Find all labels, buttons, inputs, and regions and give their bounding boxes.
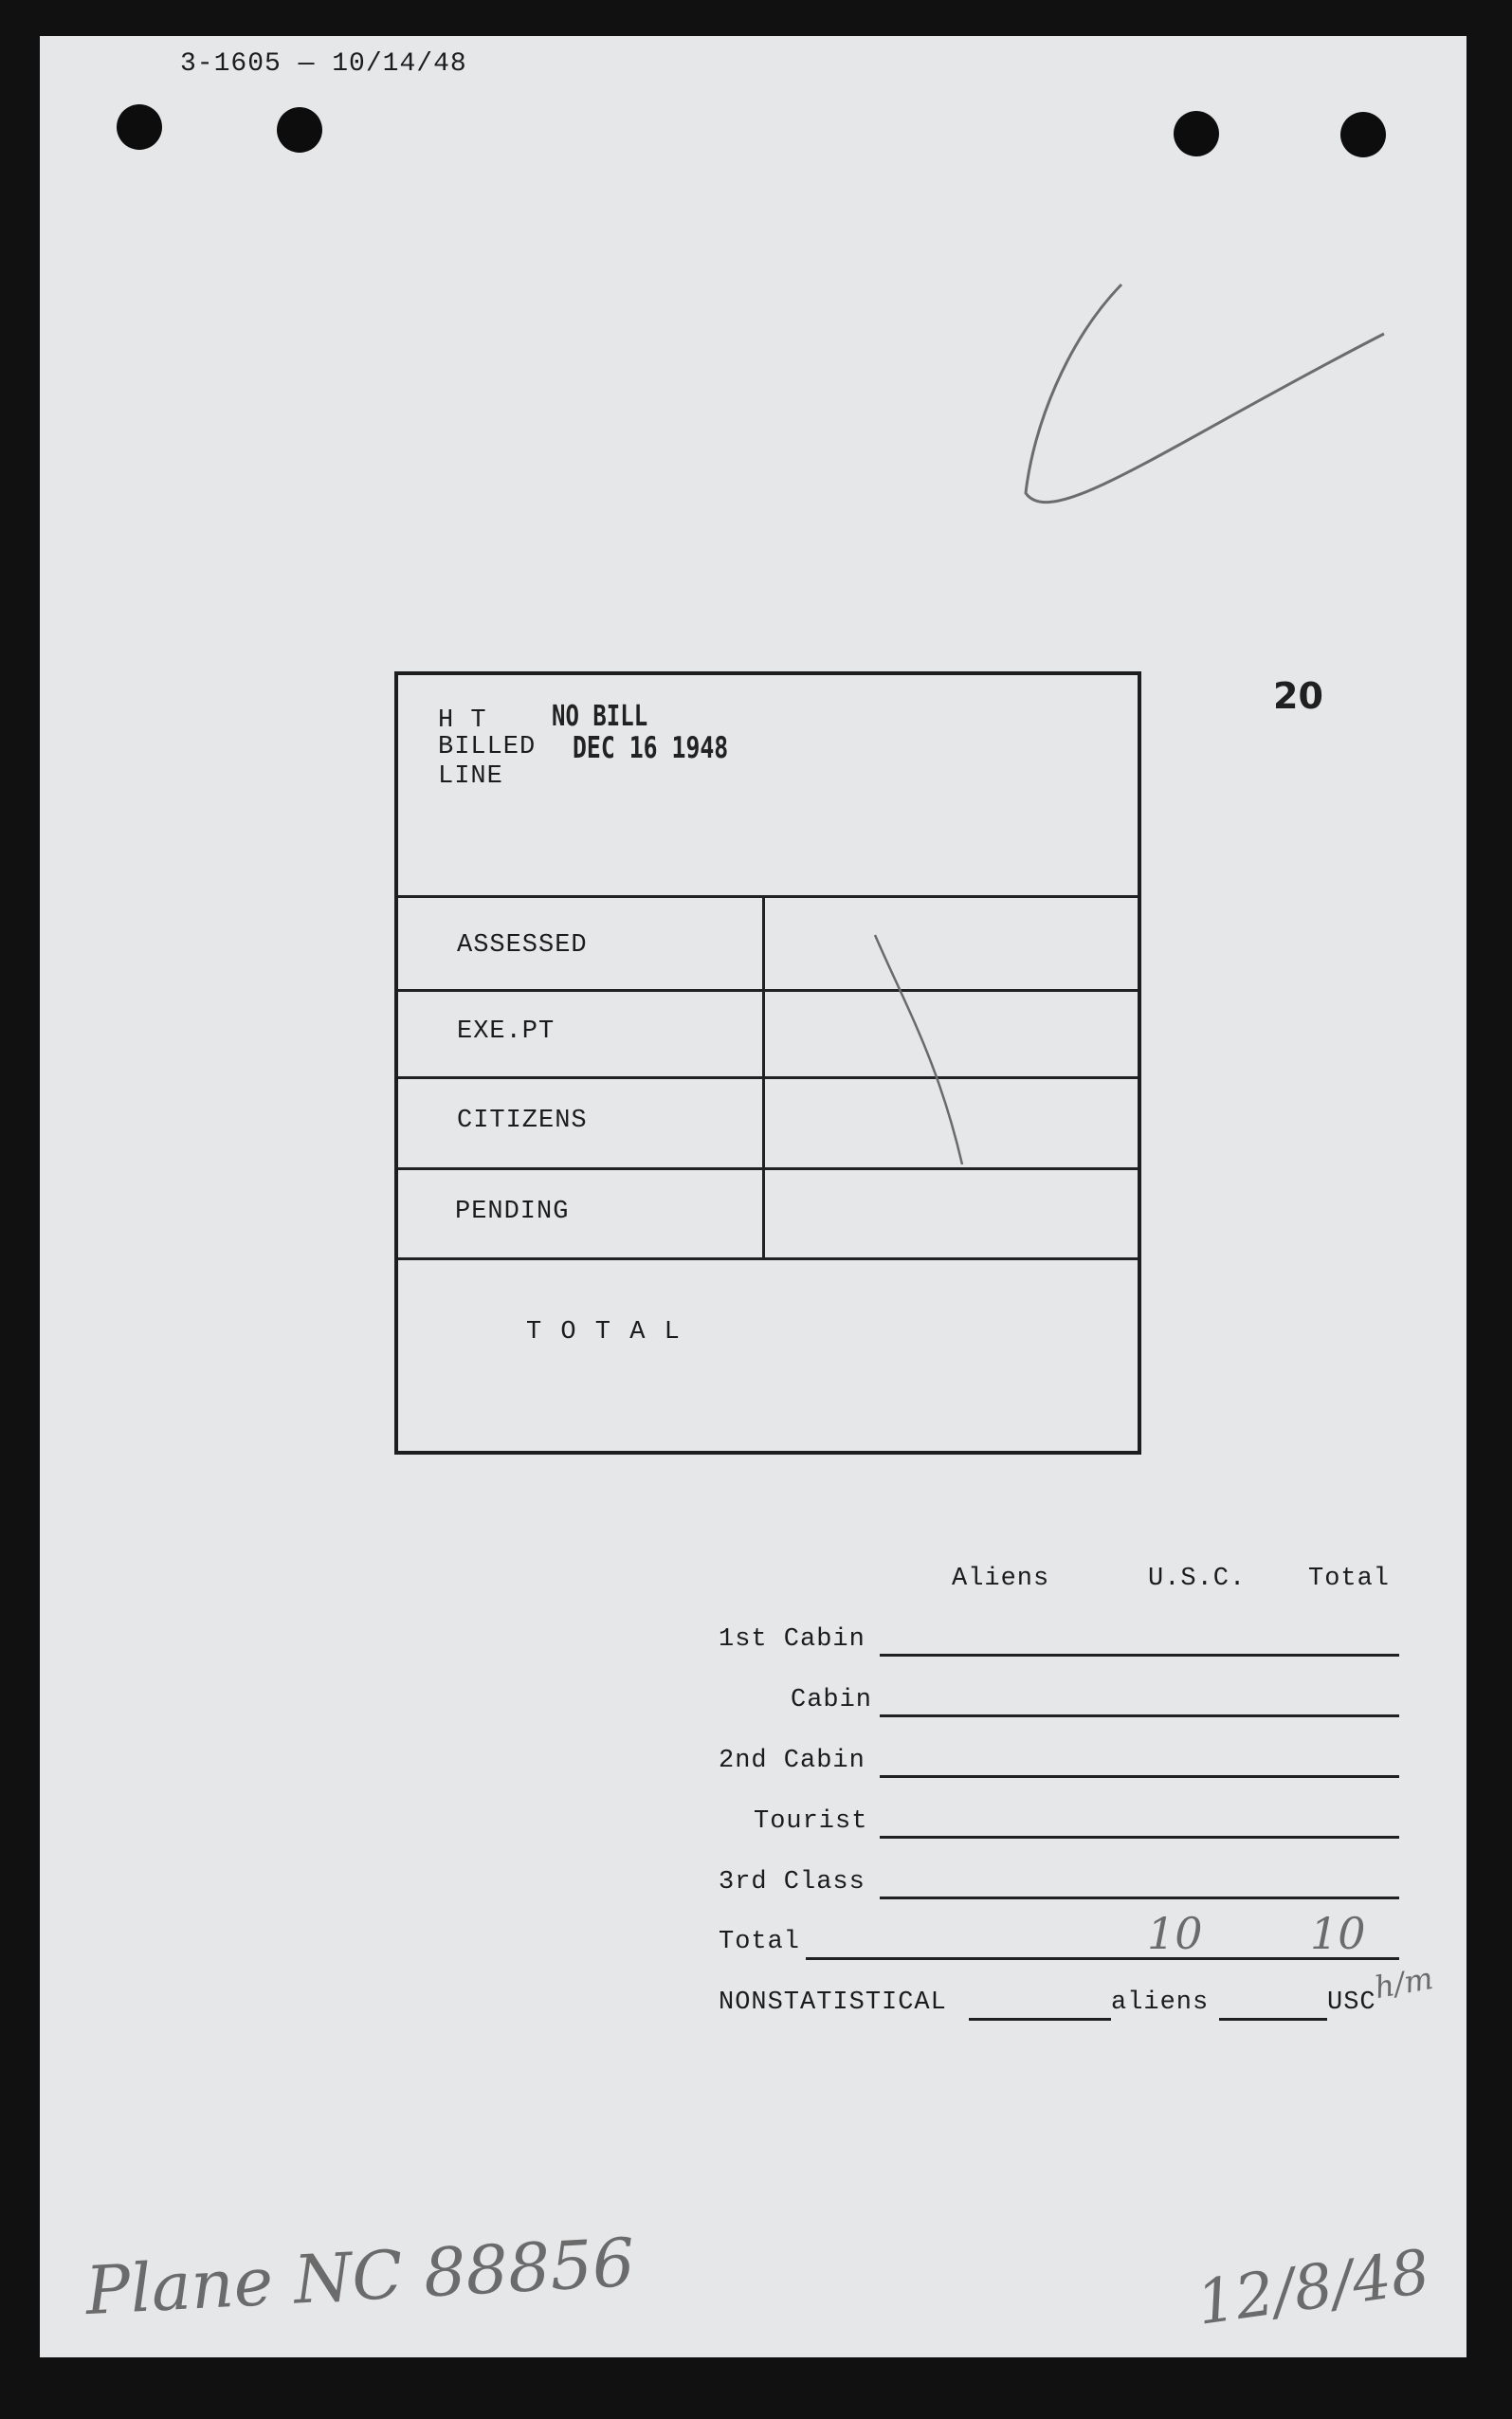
punch-hole-4 xyxy=(1340,112,1386,157)
billed-label: BILLED xyxy=(438,733,537,761)
assessed-label: ASSESSED xyxy=(457,931,588,960)
total-label: T O T A L xyxy=(526,1318,682,1347)
exempt-label: EXE.PT xyxy=(457,1017,556,1046)
page-number: 20 xyxy=(1273,675,1323,717)
row-1st-cabin-line xyxy=(880,1654,1399,1657)
assess-row-divider-1 xyxy=(398,989,1138,992)
handwritten-plane: Plane NC 88856 xyxy=(83,2223,637,2331)
pending-label: PENDING xyxy=(455,1198,570,1226)
no-bill-stamp: NO BILL xyxy=(552,700,648,733)
col-total: Total xyxy=(1308,1565,1391,1593)
form-dash: — xyxy=(298,49,333,79)
row-2nd-cabin: 2nd Cabin xyxy=(719,1747,865,1775)
total-usc-value: 10 xyxy=(1147,1908,1203,1959)
assess-row-divider-4 xyxy=(398,1257,1138,1260)
date-stamp: DEC 16 1948 xyxy=(573,731,729,765)
form-code-header xyxy=(180,49,467,79)
billing-box xyxy=(394,671,1141,1455)
initials: h/m xyxy=(1372,1959,1436,2007)
row-total: Total xyxy=(719,1928,801,1956)
stamp-line-1 xyxy=(438,706,487,735)
billing-box-divider xyxy=(398,895,1138,898)
pencil-stroke xyxy=(867,929,981,1176)
col-usc: U.S.C. xyxy=(1148,1565,1247,1593)
row-1st-cabin: 1st Cabin xyxy=(719,1625,865,1654)
handwritten-date: 12/8/48 xyxy=(1193,2237,1434,2339)
row-tourist: Tourist xyxy=(754,1807,868,1836)
punch-hole-1 xyxy=(117,104,162,150)
nonstat-usc-label: USC xyxy=(1327,1988,1376,2017)
row-3rd-class: 3rd Class xyxy=(719,1868,865,1897)
nonstat-aliens-label: aliens xyxy=(1111,1988,1210,2017)
punch-hole-3 xyxy=(1174,111,1219,156)
check-mark xyxy=(1014,275,1394,522)
nonstat-usc-line xyxy=(1219,2018,1327,2021)
row-tourist-line xyxy=(880,1836,1399,1839)
row-cabin: Cabin xyxy=(791,1686,873,1714)
form-date: 10/14/48 xyxy=(332,49,467,79)
punch-hole-2 xyxy=(277,107,322,153)
ht-label: H T xyxy=(438,706,487,735)
row-cabin-line xyxy=(880,1714,1399,1717)
assess-row-divider-3 xyxy=(398,1167,1138,1170)
form-code: 3-1605 xyxy=(180,49,282,79)
nonstat-aliens-line xyxy=(969,2018,1111,2021)
assess-row-divider-2 xyxy=(398,1076,1138,1079)
nonstatistical-label: NONSTATISTICAL xyxy=(719,1988,947,2017)
col-aliens: Aliens xyxy=(952,1565,1050,1593)
total-total-value: 10 xyxy=(1310,1908,1366,1959)
row-2nd-cabin-line xyxy=(880,1775,1399,1778)
line-label: LINE xyxy=(438,762,503,791)
row-3rd-class-line xyxy=(880,1897,1399,1899)
citizens-label: CITIZENS xyxy=(457,1107,588,1135)
